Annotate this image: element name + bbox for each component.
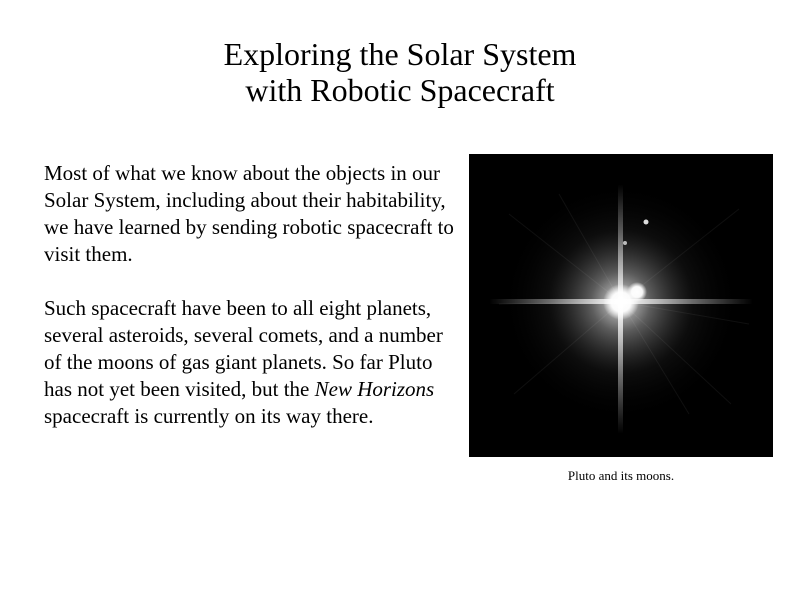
moon-small-upper bbox=[644, 220, 649, 225]
new-horizons-emphasis: New Horizons bbox=[314, 377, 435, 401]
moon-small-lower bbox=[623, 241, 627, 245]
pluto-photo bbox=[469, 154, 773, 457]
slide-body bbox=[44, 160, 454, 430]
photo-caption: Pluto and its moons. bbox=[567, 468, 675, 483]
paragraph-2-text-after: spacecraft is currently on its way there. bbox=[44, 404, 374, 428]
paragraph-2-text-before: Such spacecraft have been to all eight planets, several asteroids, several comets, and a number of the moons of gas giant planets. So far Pluto has not yet been visited, but the bbox=[44, 296, 443, 401]
pluto-and-moons-photo-icon bbox=[469, 154, 773, 457]
slide-title-line-1: Exploring the Solar System bbox=[223, 36, 577, 72]
slide-title bbox=[0, 36, 800, 108]
charon-moon bbox=[627, 282, 647, 302]
paragraph-spacecraft-knowledge: Most of what we know about the objects in our Solar System, including about their habitability, we have learned by sending robotic spacecraft to visit them. bbox=[44, 161, 454, 266]
paragraph-spacecraft-visits bbox=[44, 295, 454, 430]
slide-title-line-2: with Robotic Spacecraft bbox=[245, 72, 555, 108]
